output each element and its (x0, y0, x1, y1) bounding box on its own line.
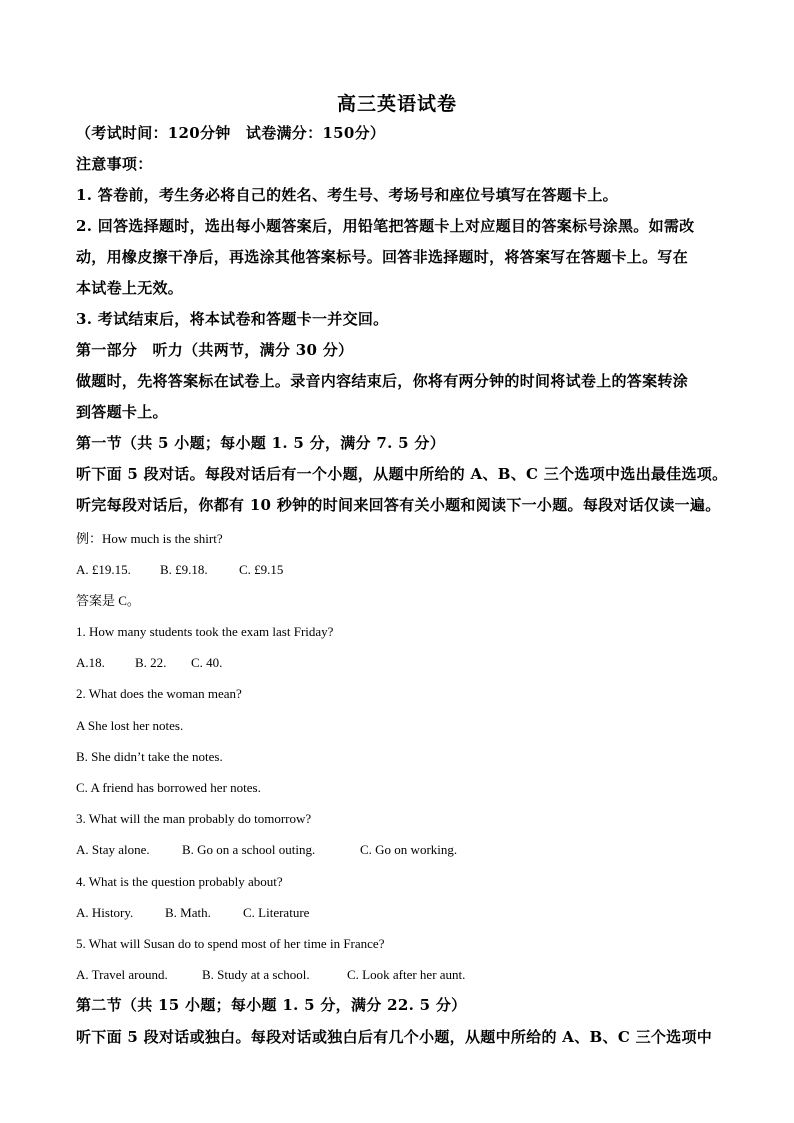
notice-2-line-3: 本试卷上无效。 (76, 279, 184, 297)
part1-instruction-line-1: 做题时，先将答案标在试卷上。录音内容结束后，你将有两分钟的时间将试卷上的答案转涂 (76, 372, 689, 390)
option: B. Go on a school outing. (182, 842, 316, 857)
section1-instruction-line-2: 听完每段对话后，你都有 10 秒钟的时间来回答有关小题和阅读下一小题。每段对话仅读一遍。 (76, 496, 721, 514)
question-4-options (76, 906, 309, 919)
question-1-options (76, 656, 222, 669)
option: C. Look after her aunt. (347, 967, 466, 982)
example-options (76, 563, 283, 576)
question-4: 4. What is the question probably about? (76, 874, 283, 889)
part1-heading: 第一部分 听力（共两节，满分 30 分） (76, 341, 354, 359)
option: C. Literature (243, 905, 310, 920)
question-5: 5. What will Susan do to spend most of her time in France? (76, 936, 385, 951)
question-2: 2. What does the woman mean? (76, 686, 242, 701)
option: C. £9.15 (239, 562, 284, 577)
exam-info: （考试时间：120分钟 试卷满分：150分） (76, 124, 386, 142)
option: C. Go on working. (360, 842, 458, 857)
question-5-options (76, 968, 465, 981)
option: A.18. (76, 655, 105, 670)
question-1: 1. How many students took the exam last Friday? (76, 624, 334, 639)
option: A. Travel around. (76, 967, 168, 982)
notice-2-line-1: 2. 回答选择题时，选出每小题答案后，用铅笔把答题卡上对应题目的答案标号涂黑。如需改 (76, 217, 695, 235)
notice-heading: 注意事项： (76, 155, 153, 173)
option: B. Study at a school. (202, 967, 310, 982)
part1-instruction-line-2: 到答题卡上。 (76, 403, 168, 421)
question-2-option-c: C. A friend has borrowed her notes. (76, 780, 261, 795)
section2-instruction-line-1: 听下面 5 段对话或独白。每段对话或独白后有几个小题，从题中所给的 A、B、C 三个选项中 (76, 1028, 713, 1046)
question-2-option-b: B. She didn’t take the notes. (76, 749, 223, 764)
option: C. 40. (191, 655, 223, 670)
option: B. Math. (165, 905, 211, 920)
option: B. £9.18. (160, 562, 208, 577)
section1-instruction-line-1: 听下面 5 段对话。每段对话后有一个小题，从题中所给的 A、B、C 三个选项中选出最佳选项。 (76, 465, 728, 483)
page-title: 高三英语试卷 (336, 93, 457, 115)
question-2-option-a: A She lost her notes. (76, 718, 184, 733)
question-3: 3. What will the man probably do tomorrow? (76, 811, 312, 826)
section2-heading: 第二节（共 15 小题；每小题 1. 5 分，满分 22. 5 分） (76, 996, 467, 1014)
notice-1: 1. 答卷前，考生务必将自己的姓名、考生号、考场号和座位号填写在答题卡上。 (76, 186, 618, 204)
notice-2-line-2: 动，用橡皮擦干净后，再选涂其他答案标号。回答非选择题时，将答案写在答题卡上。写在 (76, 248, 689, 266)
notice-3: 3. 考试结束后，将本试卷和答题卡一并交回。 (76, 310, 389, 328)
example-answer: 答案是 C。 (76, 593, 140, 608)
section1-heading: 第一节（共 5 小题；每小题 1. 5 分，满分 7. 5 分） (76, 434, 446, 452)
option: A. History. (76, 905, 134, 920)
option: B. 22. (135, 655, 167, 670)
example-question: 例：How much is the shirt? (76, 531, 223, 546)
option: A. Stay alone. (76, 842, 150, 857)
question-3-options (76, 843, 457, 856)
option: A. £19.15. (76, 562, 131, 577)
